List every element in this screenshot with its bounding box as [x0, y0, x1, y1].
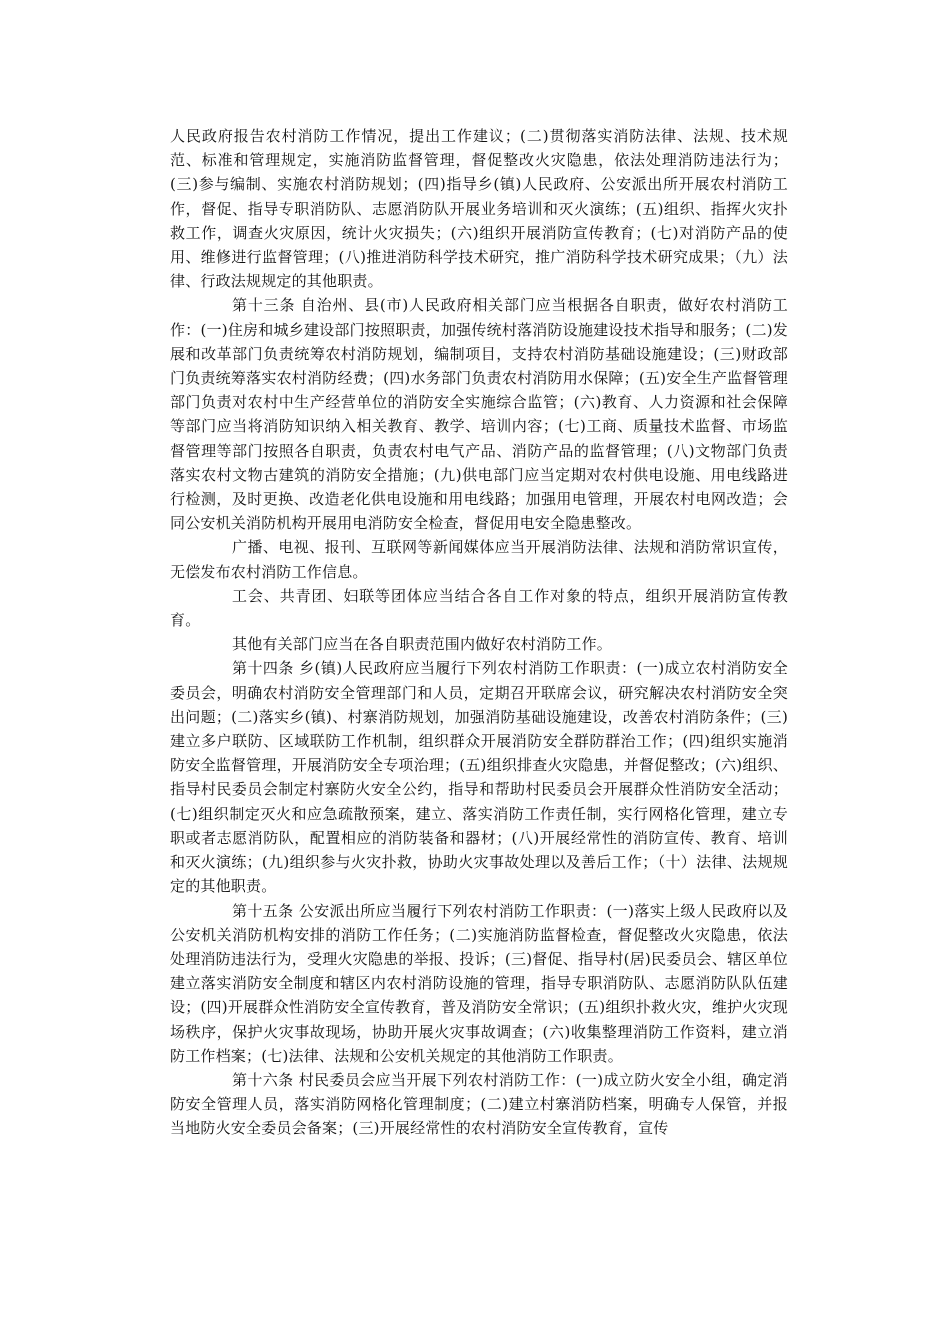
paragraph-article-13: 第十三条 自治州、县(市)人民政府相关部门应当根据各自职责，做好农村消防工作：(一)住房和城乡建设部门按照职责，加强传统村落消防设施建设技术指导和服务；(二)发展和改革部门负责统筹农村消防规划，编制项目，支持农村消防基础设施建设；(三)财政部门负责统筹落实农村消防经费；(四)水务部门负责农村消防用水保障；(五)安全生产监督管理部门负责对农村中生产经营单位的消防安全实施综合监管；(六)教育、人力资源和社会保障等部门应当将消防知识纳入相关教育、教学、培训内容；(七)工商、质量技术监督、市场监督管理等部门按照各自职责，负责农村电气产品、消防产品的监督管理；(八)文物部门负责落实农村文物古建筑的消防安全措施；(九)供电部门应当定期对农村供电设施、用电线路进行检测，及时更换、改造老化供电设施和用电线路；加强用电管理，开展农村电网改造；会同公安机关消防机构开展用电消防安全检查，督促用电安全隐患整改。 [170, 296, 788, 533]
paragraph-1: 人民政府报告农村消防工作情况，提出工作建议；(二)贯彻落实消防法律、法规、技术规范、标准和管理规定，实施消防监督管理，督促整改火灾隐患，依法处理消防违法行为；(三)参与编制、实施农村消防规划；(四)指导乡(镇)人民政府、公安派出所开展农村消防工作，督促、指导专职消防队、志愿消防队开展业务培训和灭火演练；(五)组织、指挥火灾扑救工作，调查火灾原因，统计火灾损失；(六)组织开展消防宣传教育；(七)对消防产品的使用、维修进行监督管理；(八)推进消防科学技术研究，推广消防科学技术研究成果；（九）法律、行政法规规定的其他职责。 [170, 127, 788, 291]
paragraph-article-15: 第十五条 公安派出所应当履行下列农村消防工作职责：(一)落实上级人民政府以及公安机关消防机构安排的消防工作任务；(二)实施消防监督检查，督促整改火灾隐患，依法处理消防违法行为，受理火灾隐患的举报、投诉；(三)督促、指导村(居)民委员会、辖区单位建立落实消防安全制度和辖区内农村消防设施的管理，指导专职消防队、志愿消防队队伍建设；(四)开展群众性消防安全宣传教育，普及消防安全常识；(五)组织扑救火灾，维护火灾现场秩序，保护火灾事故现场，协助开展火灾事故调查；(六)收集整理消防工作资料，建立消防工作档案；(七)法律、法规和公安机关规定的其他消防工作职责。 [170, 901, 788, 1065]
paragraph-other-departments: 其他有关部门应当在各自职责范围内做好农村消防工作。 [232, 635, 613, 654]
document-body [170, 124, 788, 1141]
paragraph-article-16: 第十六条 村民委员会应当开展下列农村消防工作：(一)成立防火安全小组，确定消防安全管理人员，落实消防网格化管理制度；(二)建立村寨消防档案，明确专人保管，并报当地防火安全委员会备案；(三)开展经常性的农村消防安全宣传教育，宣传 [170, 1070, 788, 1138]
paragraph-organizations: 工会、共青团、妇联等团体应当结合各自工作对象的特点，组织开展消防宣传教育。 [170, 586, 788, 630]
paragraph-media: 广播、电视、报刊、互联网等新闻媒体应当开展消防法律、法规和消防常识宣传，无偿发布农村消防工作信息。 [170, 538, 788, 581]
paragraph-article-14: 第十四条 乡(镇)人民政府应当履行下列农村消防工作职责：(一)成立农村消防安全委员会，明确农村消防安全管理部门和人员，定期召开联席会议，研究解决农村消防安全突出问题；(二)落实乡(镇)、村寨消防规划，加强消防基础设施建设，改善农村消防条件；(三)建立多户联防、区域联防工作机制，组织群众开展消防安全群防群治工作；(四)组织实施消防安全监督管理，开展消防安全专项治理；(五)组织排查火灾隐患，并督促整改；(六)组织、指导村民委员会制定村寨防火安全公约，指导和帮助村民委员会开展群众性消防安全活动；(七)组织制定灭火和应急疏散预案，建立、落实消防工作责任制，实行网格化管理，建立专职或者志愿消防队，配置相应的消防装备和器材；(八)开展经常性的消防宣传、教育、培训和灭火演练；(九)组织参与火灾扑救，协助火灾事故处理以及善后工作；（十）法律、法规规定的其他职责。 [170, 659, 788, 896]
